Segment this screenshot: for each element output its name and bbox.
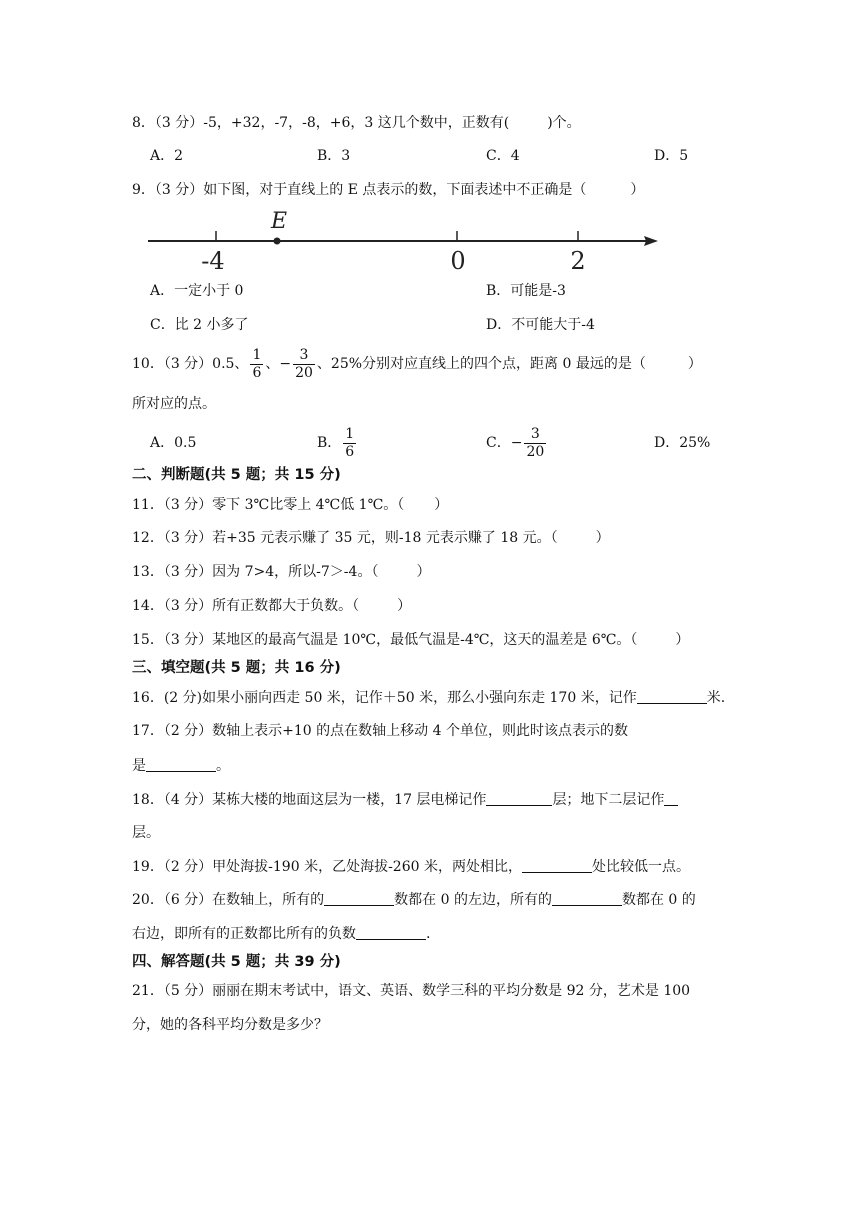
q8-option-c: C．4 — [486, 148, 520, 164]
q10-option-b: B． $\frac{1}{6}$ — [317, 425, 355, 460]
q21: 21．（5 分）丽丽在期末考试中，语文、英语、数学三科的平均分数是 92 分，艺术是 100 — [132, 983, 691, 999]
answer-blank — [356, 924, 426, 940]
q19: 19．（2 分）甲处海拔-190 米，乙处海拔-260 米，两处相比， 处比较低一点。 — [132, 859, 690, 875]
q20: 20．（6 分）在数轴上，所有的 数都在 0 的左边，所有的 数都在 0 的 — [132, 892, 696, 908]
q9-option-c: C．比 2 小多了 — [150, 317, 249, 333]
q10-option-a: A．0.5 — [150, 435, 197, 451]
q14: 14．（3 分）所有正数都大于负数。（ ） — [132, 598, 412, 614]
answer-blank — [146, 756, 216, 772]
fraction-neg-three-twentieths: $\frac{3}{20}$ — [295, 346, 313, 381]
q9-option-b: B．可能是-3 — [486, 283, 566, 299]
number-line-arrow — [644, 236, 658, 246]
answer-blank — [486, 790, 552, 806]
q17-line2: 是 。 — [132, 758, 230, 774]
q12: 12．（3 分）若+35 元表示赚了 35 元，则-18 元表示赚了 18 元。（ ） — [132, 530, 610, 546]
fraction-one-sixth: $\frac{1}{6}$ — [252, 346, 262, 381]
q8-stem: 8．（3 分）-5，+32，-7，-8，+6，3 这几个数中，正数有( )个。 — [132, 115, 581, 131]
q21-line2: 分，她的各科平均分数是多少？ — [132, 1017, 328, 1033]
q9-option-d: D．不可能大于-4 — [486, 317, 595, 333]
answer-blank — [664, 790, 678, 806]
q10-option-d: D．25% — [654, 435, 711, 451]
answer-blank — [522, 857, 592, 873]
q17: 17．（2 分）数轴上表示+10 的点在数轴上移动 4 个单位，则此时该点表示的数 — [132, 723, 628, 739]
answer-blank — [552, 890, 622, 906]
section-answer-heading: 四、解答题(共 5 题；共 39 分) — [132, 954, 341, 970]
q18-line2: 层。 — [132, 825, 160, 841]
tick-label-minus-4: -4 — [201, 247, 225, 275]
point-e-label: E — [270, 209, 288, 234]
point-e — [274, 238, 281, 245]
q20-line2: 右边，即所有的正数都比所有的负数 . — [132, 926, 431, 942]
section-fill-blank-heading: 三、填空题(共 5 题；共 16 分) — [132, 660, 341, 676]
answer-blank — [324, 890, 394, 906]
q8-option-d: D．5 — [654, 148, 689, 164]
q8-option-b: B．3 — [317, 148, 351, 164]
q10-option-c: C．− $\frac{3}{20}$ — [486, 425, 545, 460]
section-judgment-heading: 二、判断题(共 5 题；共 15 分) — [132, 467, 341, 483]
tick-label-0: 0 — [450, 247, 466, 275]
q11: 11．（3 分）零下 3℃比零上 4℃低 1℃。（ ） — [132, 497, 449, 513]
q9-stem: 9．（3 分）如下图，对于直线上的 E 点表示的数，下面表述中不正确是（ ） — [132, 182, 645, 198]
q16: 16．(2 分)如果小丽向西走 50 米，记作＋50 米，那么小强向东走 170 米，记作 米. — [132, 690, 726, 706]
q10-stem-line2: 所对应的点。 — [132, 396, 216, 412]
answer-blank — [637, 688, 707, 704]
number-line — [140, 202, 670, 278]
q15: 15．（3 分）某地区的最高气温是 10℃，最低气温是-4℃，这天的温差是 6℃。（ ） — [132, 632, 690, 648]
tick-label-2: 2 — [570, 247, 586, 275]
q9-option-a: A．一定小于 0 — [150, 283, 244, 299]
q10-stem: 10．（3 分）0.5、 $\frac{1}{6}$ 、− $\frac{3}{20}$ 、25%分别对应直线上的四个点，距离 0 最远的是（ ） — [132, 346, 702, 381]
q13: 13．（3 分）因为 7>4，所以-7＞-4。（ ） — [132, 564, 431, 580]
q18: 18．（4 分）某栋大楼的地面这层为一楼，17 层电梯记作 层；地下二层记作 — [132, 790, 678, 810]
q8-option-a: A．2 — [150, 148, 184, 164]
